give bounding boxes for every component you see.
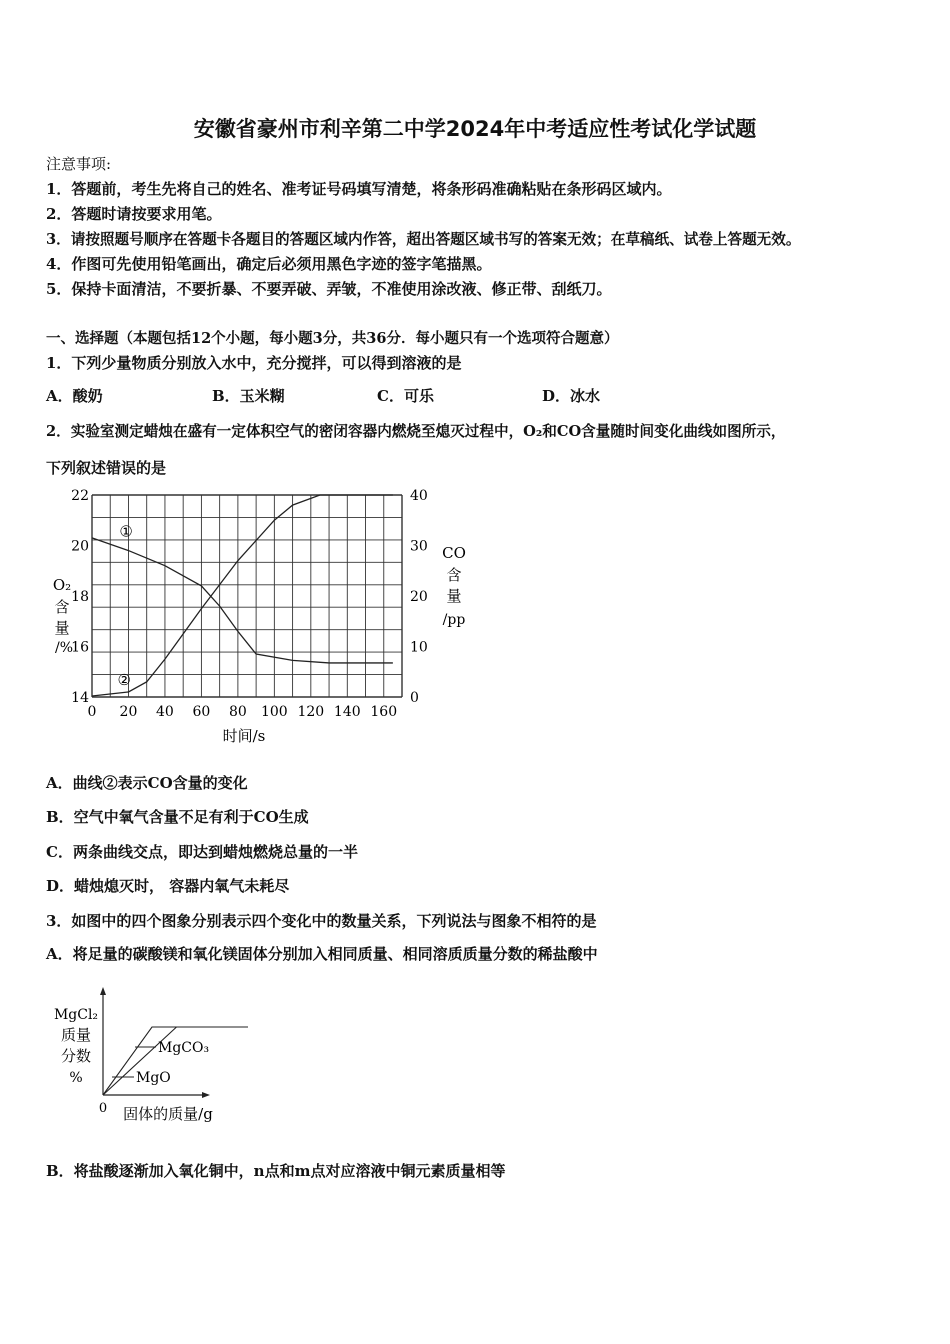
x-axis-arrow: [202, 1092, 210, 1098]
q2-option-a: A．曲线②表示CO含量的变化: [46, 774, 248, 792]
q3-option-a: A．将足量的碳酸镁和氧化镁固体分别加入相同质量、相同溶质质量分数的稀盐酸中: [46, 945, 598, 963]
q3-stem: 3．如图中的四个图象分别表示四个变化中的数量关系，下列说法与图象不相符的是: [46, 912, 597, 930]
notice-item: 3．请按照题号顺序在答题卡各题目的答题区域内作答，超出答题区域书写的答案无效；在草稿纸、试卷上答题无效。: [46, 231, 801, 248]
q2-option-c: C．两条曲线交点，即达到蜡烛燃烧总量的一半: [46, 843, 358, 861]
y-right-tick-label: 30: [410, 538, 428, 555]
y-label-part: %: [69, 1070, 83, 1086]
x-tick-label: 20: [119, 704, 138, 720]
y-label-part: 质量: [60, 1026, 92, 1044]
q1-option-d: D．冰水: [542, 387, 601, 405]
x-tick-label: 60: [192, 704, 211, 720]
y-left-tick-label: 20: [71, 538, 89, 555]
q1-option-a: A．酸奶: [46, 387, 103, 405]
mgcl2-chart: [48, 985, 248, 1133]
y-left-tick-label: 22: [71, 488, 89, 504]
y-right-tick-label: 40: [410, 488, 428, 504]
section-heading: 一、选择题（本题包括12个小题，每小题3分，共36分．每小题只有一个选项符合题意）: [46, 330, 619, 347]
y-right-tick-label: 20: [410, 589, 428, 605]
notice-heading: 注意事项:: [46, 155, 112, 173]
q2-stem-line2: 下列叙述错误的是: [46, 459, 167, 477]
y-right-label-part: 量: [446, 587, 462, 605]
mgco3-label: MgCO₃: [158, 1040, 210, 1056]
y-left-tick-label: 14: [71, 690, 89, 706]
q2-option-d: D．蜡烛熄灭时， 容器内氧气未耗尽: [46, 877, 290, 895]
y-left-label-part: O₂: [52, 576, 72, 594]
y-right-tick-label: 10: [410, 639, 428, 656]
q1-stem: 1．下列少量物质分别放入水中，充分搅拌，可以得到溶液的是: [46, 354, 462, 372]
x-tick-label: 140: [333, 704, 361, 720]
x-axis-label: 固体的质量/g: [123, 1105, 213, 1123]
q1-option-b: B．玉米糊: [212, 387, 285, 405]
mgo-line: [103, 1027, 248, 1095]
y-left-tick-label: 18: [71, 589, 89, 605]
x-tick-label: 160: [370, 704, 398, 720]
x-tick-label: 80: [228, 704, 247, 720]
y-right-tick-label: 0: [410, 690, 419, 706]
y-right-label-part: 含: [446, 566, 462, 584]
notice-item: 5．保持卡面清洁，不要折暴、不要弄破、弄皱，不准使用涂改液、修正带、刮纸刀。: [46, 280, 612, 298]
x-tick-label: 100: [260, 704, 288, 720]
q2-option-b: B．空气中氧气含量不足有利于CO生成: [46, 808, 309, 826]
o2-curve: [92, 538, 393, 663]
notice-item: 1．答题前，考生先将自己的姓名、准考证号码填写清楚，将条形码准确粘贴在条形码区域内。: [46, 180, 672, 198]
o2-co-chart: [40, 488, 480, 750]
y-right-label-part: CO: [442, 544, 466, 562]
y-left-tick-label: 16: [71, 639, 89, 656]
notice-item: 2．答题时请按要求用笔。: [46, 205, 222, 223]
y-left-label-part: 量: [54, 619, 70, 637]
y-axis-arrow: [100, 987, 106, 995]
x-tick-label: 0: [87, 704, 97, 720]
q3-option-b: B．将盐酸逐渐加入氧化铜中，n点和m点对应溶液中铜元素质量相等: [46, 1162, 506, 1180]
mgo-label: MgO: [136, 1070, 171, 1086]
q2-stem-line1: 2．实验室测定蜡烛在盛有一定体积空气的密闭容器内燃烧至熄灭过程中，O₂和CO含量随时间变化曲线如图所示，: [46, 423, 786, 440]
q1-option-c: C．可乐: [377, 387, 434, 405]
co-curve: [92, 495, 393, 696]
origin-label: 0: [98, 1101, 108, 1116]
y-label-part: 分数: [60, 1047, 92, 1065]
mgco3-line: [103, 1027, 248, 1095]
notice-item: 4．作图可先使用铅笔画出，确定后必须用黑色字迹的签字笔描黑。: [46, 255, 492, 273]
y-left-label-part: 含: [54, 598, 70, 616]
x-axis-label: 时间/s: [222, 727, 266, 745]
y-right-label-part: /pp: [442, 612, 466, 628]
curve-1-label: ①: [119, 522, 133, 541]
y-left-label-part: /%: [54, 640, 74, 656]
page-title: 安徽省豪州市利辛第二中学2024年中考适应性考试化学试题: [193, 117, 757, 141]
curve-2-label: ②: [117, 670, 131, 689]
x-tick-label: 40: [156, 704, 174, 720]
x-tick-label: 120: [297, 704, 325, 720]
y-label-part: MgCl₂: [53, 1007, 99, 1023]
